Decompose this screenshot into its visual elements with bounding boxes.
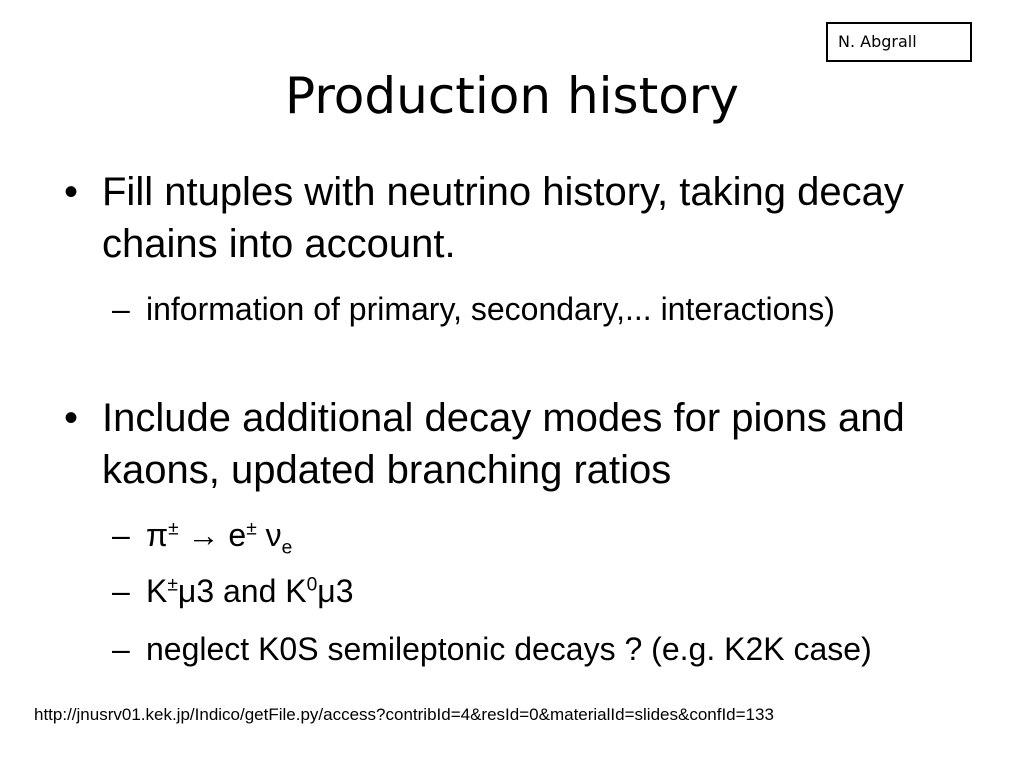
neutral-charge: 0 (306, 574, 318, 596)
author-box: N. Abgrall (826, 22, 972, 62)
neutrino-flavor: e (281, 537, 293, 559)
slide-title: Production history (285, 67, 739, 125)
bullet-marker: • (64, 396, 79, 440)
sub-bullet-2-1-text (146, 512, 962, 558)
charge-plus-minus: ± (246, 518, 257, 540)
pion-symbol: π (146, 517, 169, 553)
sub-bullet-2-1 (112, 512, 962, 558)
bullet-marker: • (64, 170, 79, 214)
bullet-1-text: Fill ntuples with neutrino history, taking decay chains into account. (102, 170, 904, 266)
bullet-1 (64, 166, 954, 270)
sub-bullet-marker: – (112, 573, 130, 609)
charge-plus-minus: ± (167, 574, 178, 596)
sub-bullet-marker: – (112, 517, 130, 553)
neutrino-symbol: ν (265, 517, 282, 553)
kaon-mode-suffix: μ3 (317, 573, 354, 609)
sub-bullet-2-3-text: neglect K0S semileptonic decays ? (e.g. K2K case) (146, 631, 872, 667)
sub-bullet-1-1-text: information of primary, secondary,... interactions) (146, 291, 835, 327)
sub-bullet-2-2-text (146, 568, 962, 614)
sub-bullet-1-1 (112, 286, 962, 332)
arrow-symbol: → (187, 517, 220, 553)
charge-plus-minus: ± (168, 518, 179, 540)
bullet-2 (64, 392, 954, 496)
sub-bullet-marker: – (112, 631, 130, 667)
sub-bullet-marker: – (112, 291, 130, 327)
bullet-2-text: Include additional decay modes for pions and kaons, updated branching ratios (102, 396, 905, 492)
sub-bullet-2-2 (112, 568, 962, 614)
footer-url: http://jnusrv01.kek.jp/Indico/getFile.py/access?contribId=4&resId=0&materialId=slides&confId=133 (34, 705, 774, 724)
kaon-mode-text: μ3 and K (177, 573, 307, 609)
kaon-symbol: K (146, 573, 168, 609)
sub-bullet-2-3 (112, 626, 962, 672)
electron-symbol: e (228, 517, 247, 553)
